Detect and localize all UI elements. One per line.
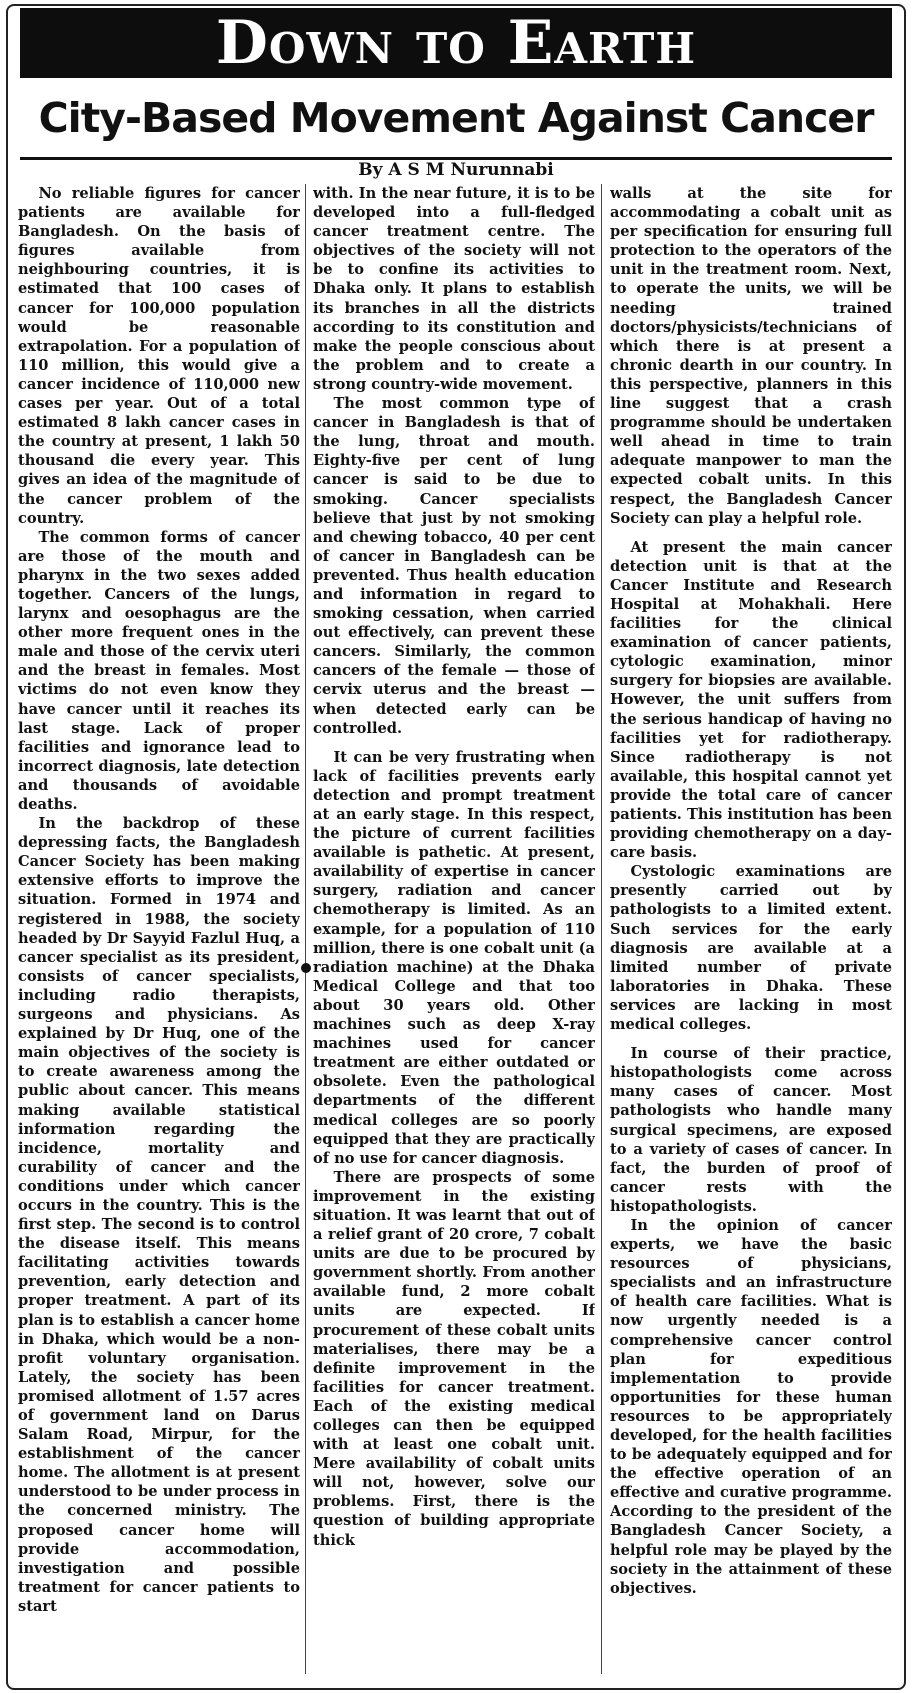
column-divider-2 [601, 184, 602, 1674]
masthead-banner: Down to Earth [20, 8, 892, 78]
paragraph: In course of their practice, histopathologists come across many cases of cancer. Most pathologists who handle many surgical specimens, are exposed to a variety of cases of cancer. In fact, the burden of proof of cancer rests with the histopathologists. [610, 1045, 892, 1215]
column-3 [610, 184, 892, 1674]
bullet-mark [301, 963, 311, 973]
paragraph: In the backdrop of these depressing facts, the Bangladesh Cancer Society has been making extensive efforts to improve the situation. Formed in 1974 and registered in 1988, the society headed by Dr Sayyid Fazlul Huq, a cancer specialist as its president, consists of cancer specialists, including radio therapists, surgeons and physicians. As explained by Dr Huq, one of the main objectives of the society is to create awareness among the public about cancer. This means making available statistical information regarding the incidence, mortality and curability of cancer and the conditions under which cancer occurs in the country. This is the first step. The second is to control the disease itself. This means facilitating activities towards prevention, early detection and proper treatment. A part of its plan is to establish a cancer home in Dhaka, which would be a non-profit voluntary organisation. Lately, the society has been promised allotment of 1.57 acres of government land on Darus Salam Road, Mirpur, for the establishment of the cancer home. The allotment is at present understood to be under process in the concerned ministry. The proposed cancer home will provide accommodation, investigation and possible treatment for cancer patients to start [18, 815, 300, 1615]
paragraph: No reliable figures for cancer patients are available for Bangladesh. On the basis of figures available from neighbouring countries, it is estimated that 100 cases of cancer for 100,000 population would be reasonable extrapolation. For a population of 110 million, this would give a cancer incidence of 110,000 new cases per year. Out of a total estimated 8 lakh cancer cases in the country at present, 1 lakh 50 thousand die every year. This gives an idea of the magnitude of the cancer problem of the country. [18, 185, 300, 527]
column-divider-1 [305, 184, 306, 1674]
paragraph: walls at the site for accommodating a cobalt unit as per specification for ensuring full protection to the operators of the unit in the treatment room. Next, to operate the units, we will be needing trained doctors/physicists/technicians of which there is at present a chronic dearth in our country. In this perspective, planners in this line suggest that a crash programme should be undertaken well ahead in time to train adequate manpower to man the expected cobalt units. In this respect, the Bangladesh Cancer Society can play a helpful role. [610, 185, 892, 527]
paragraph: It can be very frustrating when lack of facilities prevents early detection and prompt treatment at an early stage. In this respect, the picture of current facilities available is pathetic. At present, availability of expertise in cancer surgery, radiation and cancer chemotherapy is limited. As an example, for a population of 110 million, there is one cobalt unit (a radiation machine) at the Dhaka Medical College and that too about 30 years old. Other machines such as deep X-ray machines used for cancer treatment are either outdated or obsolete. Even the pathological departments of the different medical colleges are so poorly equipped that they are practically of no use for cancer diagnosis. [313, 748, 595, 1167]
column-1 [18, 184, 300, 1674]
paragraph: Cystologic examinations are presently carried out by pathologists to a limited extent. Such services for the early diagnosis are available at a limited number of private laboratories in Dhaka. These services are lacking in most medical colleges. [610, 863, 892, 1034]
column-2 [313, 184, 595, 1674]
headline: City-Based Movement Against Cancer [38, 94, 874, 142]
paragraph: In the opinion of cancer experts, we have the basic resources of physicians, specialists and an infrastructure of health care facilities. What is now urgently needed is a comprehensive cancer control plan for expeditious implementation to provide opportunities for these human resources to be appropriately developed, for the health facilities to be adequately equipped and for the effective operation of an effective and curative programme. According to the president of the Bangladesh Cancer Society, a helpful role may be played by the society in the attainment of these objectives. [610, 1216, 892, 1597]
paragraph: At present the main cancer detection unit is that at the Cancer Institute and Research Hospital at Mohakhali. Here facilities for the clinical examination of cancer patients, cytologic examination, minor surgery for biopsies are available. However, the unit suffers from the serious handicap of having no facilities yet for radiotherapy. Since radiotherapy is not available, this hospital cannot yet provide the total care of cancer patients. This institution has been providing chemotherapy on a day-care basis. [610, 538, 892, 862]
byline: By A S M Nurunnabi [358, 160, 554, 180]
paragraph: There are prospects of some improvement in the existing situation. It was learnt that out of a relief grant of 20 crore, 7 cobalt units are due to be procured by government shortly. From another available fund, 2 more cobalt units are expected. If procurement of these cobalt units materialises, there may be a definite improvement in the facilities for cancer treatment. Each of the existing medical colleges can then be equipped with at least one cobalt unit. Mere availability of cobalt units will not, however, solve our problems. First, there is the question of building appropriate thick [313, 1168, 595, 1549]
paragraph: with. In the near future, it is to be developed into a full-fledged cancer treatment centre. The objectives of the society will not be to confine its activities to Dhaka only. It plans to establish its branches in all the districts according to its constitution and make the people conscious about the problem and to create a strong country-wide movement. [313, 185, 595, 393]
paragraph: The most common type of cancer in Bangladesh is that of the lung, throat and mouth. Eighty-five per cent of lung cancer is said to be due to smoking. Cancer specialists believe that just by not smoking and chewing tobacco, 40 per cent of cancer in Bangladesh can be prevented. Thus health education and information in regard to smoking cessation, when carried out effectively, can prevent these cancers. Similarly, the common cancers of the female — those of cervix uterus and the breast — when detected early can be controlled. [313, 395, 595, 737]
paragraph: The common forms of cancer are those of the mouth and pharynx in the two sexes added together. Cancers of the lungs, larynx and oesophagus are the other more frequent ones in the male and those of the cervix uteri and the breast in females. Most victims do not even know they have cancer until it reaches its last stage. Lack of proper facilities and ignorance lead to incorrect diagnosis, late detection and thousands of avoidable deaths. [18, 528, 300, 813]
